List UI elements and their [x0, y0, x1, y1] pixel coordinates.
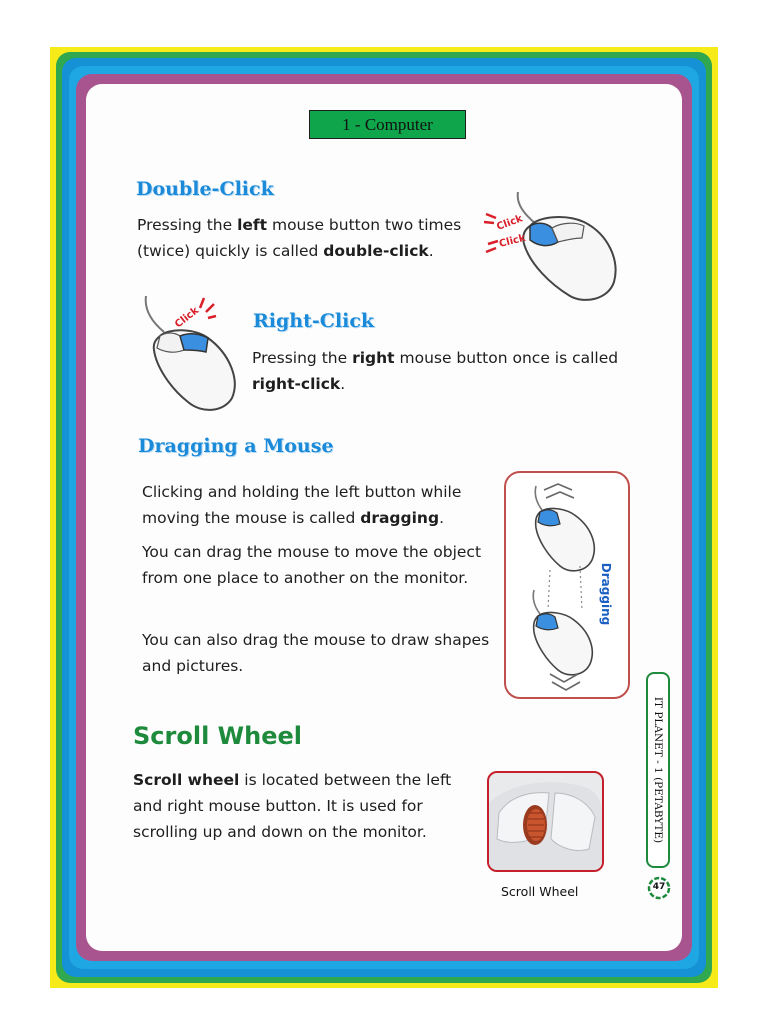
scroll-wheel-caption: Scroll Wheel [501, 884, 579, 899]
text-run: Pressing the [137, 216, 238, 234]
text-run: Clicking and holding the left button while moving the mouse is called [142, 483, 462, 527]
left-button-icon [536, 614, 558, 630]
scroll-wheel-heading: Scroll Wheel [133, 722, 302, 750]
motion-arrows-icon [550, 674, 580, 690]
drag-path-line [580, 566, 582, 610]
scroll-wheel-photo [487, 771, 604, 872]
text-run: mouse button two times (twice) quickly is called [137, 216, 462, 260]
click-label: Click [498, 232, 527, 250]
right-button-icon [180, 334, 208, 352]
click-label: Click [495, 213, 525, 233]
dragging-heading: Dragging a Mouse [138, 435, 334, 457]
motion-arrows-icon [544, 484, 574, 498]
mouse-cable [146, 296, 164, 332]
bold-run: Scroll wheel [133, 771, 240, 789]
right-click-mouse-illustration [140, 296, 242, 414]
text-run: mouse button once is called [394, 349, 619, 367]
mouse-cable [533, 590, 540, 614]
text-run: . [439, 509, 444, 527]
dragging-text-2: You can drag the mouse to move the object from one place to another on the monitor. [142, 543, 482, 587]
bold-run: right-click [252, 375, 341, 393]
click-burst-icon [484, 214, 498, 252]
scroll-wheel-text [133, 767, 473, 845]
dragging-text-1 [142, 479, 492, 531]
click-label: Click [173, 305, 201, 331]
page-title: 1 - Computer [309, 110, 466, 139]
dragging-text-3: You can also drag the mouse to draw shapes and pictures. [142, 631, 490, 675]
page-number: 47 [652, 882, 666, 892]
book-title-text: IT PLANET - 1 (PETABYTE) [652, 696, 664, 844]
double-click-heading: Double-Click [136, 178, 274, 200]
click-burst-icon [200, 298, 216, 318]
left-button-icon [538, 510, 560, 526]
text-run: Pressing the [252, 349, 353, 367]
dragging-mouse-illustration [514, 480, 610, 692]
double-click-text [137, 212, 482, 264]
bold-run: dragging [360, 509, 440, 527]
scroll-wheel-mouse-illustration [489, 773, 602, 870]
double-click-mouse-illustration [480, 192, 625, 304]
bold-run: left [237, 216, 268, 234]
right-click-heading: Right-Click [253, 310, 375, 332]
text-run: . [428, 242, 434, 260]
drag-path-line [548, 570, 550, 610]
bold-run: right [352, 349, 395, 367]
dragging-label: Dragging [599, 562, 613, 626]
text-run: is located between the left and right mouse button. It is used for scrolling up and down on the monitor. [133, 771, 452, 841]
text-run: . [340, 375, 346, 393]
bold-run: double-click [323, 242, 429, 260]
right-click-text [252, 345, 637, 397]
mouse-cable [535, 486, 542, 510]
